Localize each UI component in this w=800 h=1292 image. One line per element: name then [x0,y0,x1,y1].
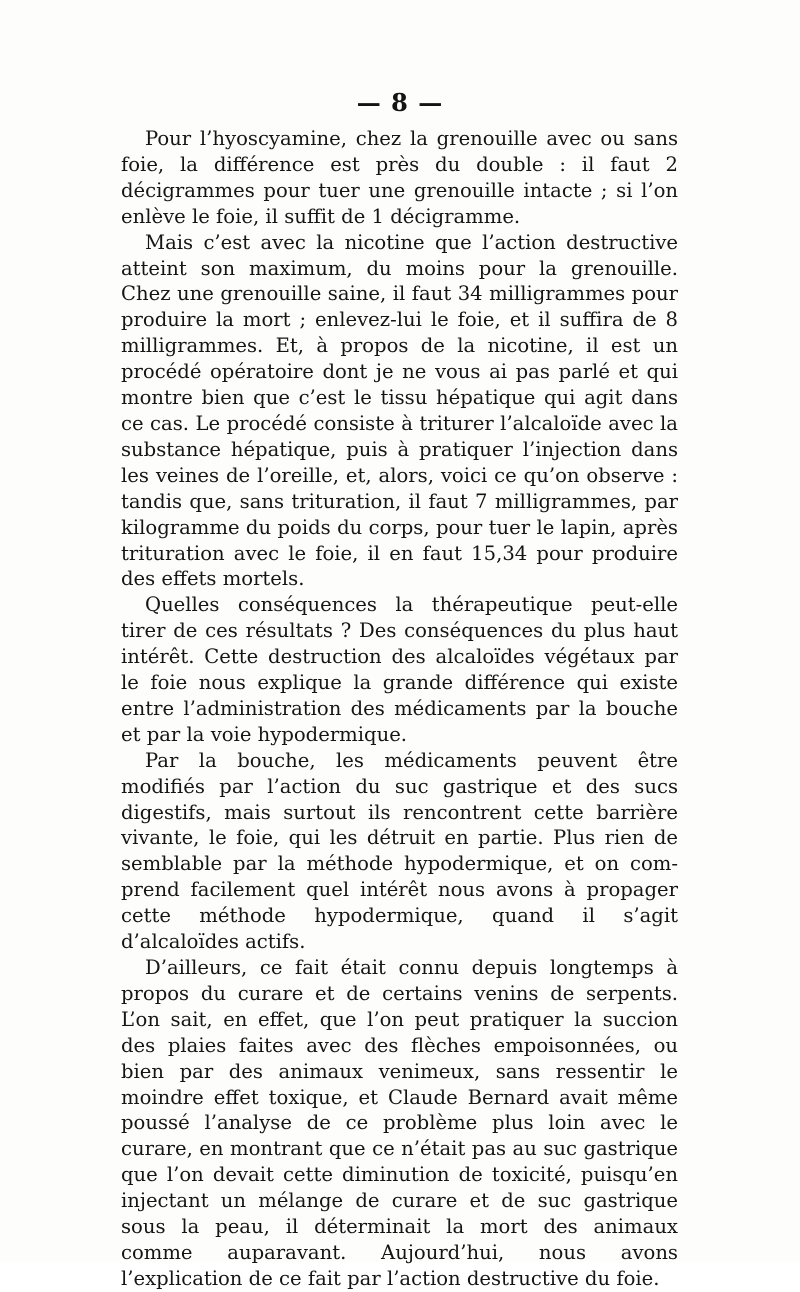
page-number: — 8 — [356,88,444,117]
paragraph-3: Quelles conséquences la thérapeutique peut-elle tirer de ces résultats ? Des conséquences du plus haut intérêt. Cette destruction des alcaloïdes végétaux par le foie nous explique la grande différence qui existe entre l’administration des médicaments par la bouche et par la voie hypodermique. [121,593,678,746]
paragraph-4: Par la bouche, les médicaments peuvent être modifiés par l’action du suc gastrique et des sucs digestifs, mais surtout ils rencontrent cette barrière vivante, le foie, qui les détruit en partie. Plus rien de semblable par la méthode hypodermique, et on comprend facilement quel intérêt nous avons à propager cette méthode hypodermique, quand il s’agit d’alcaloïdes actifs. [121,748,678,954]
paragraph-2: Mais c’est avec la nicotine que l’action destructive atteint son maximum, du moins pour la grenouille. Chez une grenouille saine, il faut 34 milligrammes pour produire la mort ; enlevez-lui le foie, et il suffira de 8 milligrammes. Et, à propos de la nicotine, il est un procédé opératoire dont je ne vous ai pas parlé et qui montre bien que c’est le tissu hépatique qui agit dans ce cas. Le procédé consiste à triturer l’alcaloïde avec la substance hépatique, puis à pratiquer l’injection dans les veines de l’oreille, et, alors, voici ce qu’on observe : tandis que, sans trituration, il faut 7 milligrammes, par kilogramme du poids du corps, pour tuer le lapin, après trituration avec le foie, il en faut 15,34 pour produire des effets mortels. [121,230,678,591]
paragraph-5: D’ailleurs, ce fait était connu depuis longtemps à propos du curare et de certains venins de serpents. L’on sait, en effet, que l’on peut pratiquer la succion des plaies faites avec des flèches empoisonnées, ou bien par des animaux venimeux, sans ressentir le moindre effet toxique, et Claude Bernard avait même poussé l’analyse de ce problème plus loin avec le curare, en montrant que ce n’était pas au suc gastrique que l’on devait cette diminution de toxicité, puisqu’en injectant un mélange de curare et de suc gastrique sous la peau, il déterminait la mort des animaux comme auparavant. Aujourd’hui, nous avons l’explication de ce fait par l’action destructive du foie. [121,956,678,1290]
paragraph-1: Pour l’hyoscyamine, chez la grenouille avec ou sans foie, la différence est près du double : il faut 2 décigrammes pour tuer une grenouille intacte ; si l’on enlève le foie, il suffit de 1 décigramme. [121,127,678,228]
body-text [121,126,678,1292]
